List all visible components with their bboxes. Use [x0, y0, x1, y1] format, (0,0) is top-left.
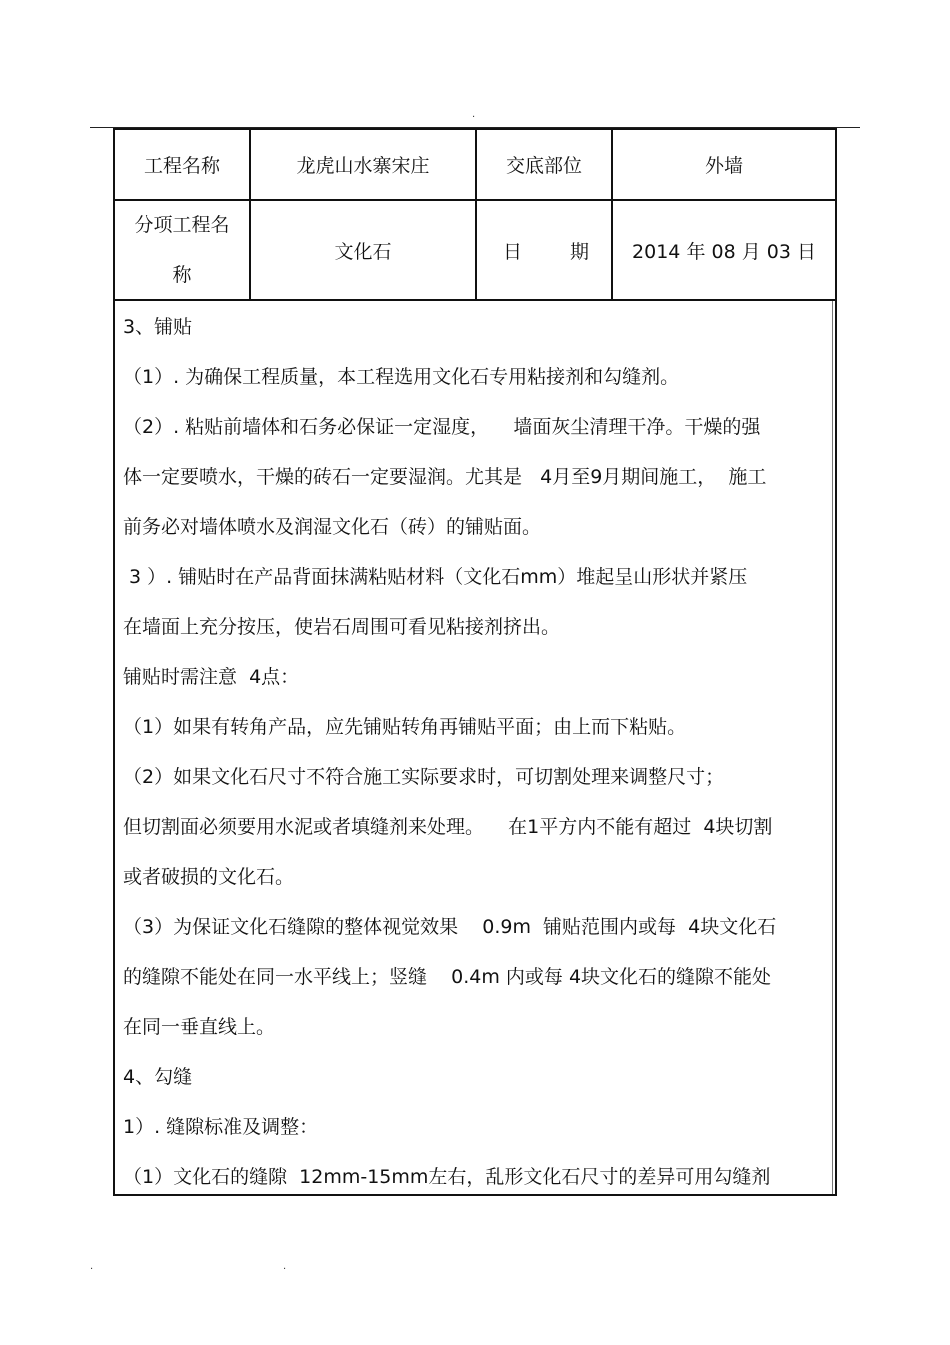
content-line: 或者破损的文化石。 [123, 866, 295, 888]
content-line: 3、铺贴 [123, 316, 193, 338]
content-line: （2）如果文化石尺寸不符合施工实际要求时，可切割处理来调整尺寸； [123, 766, 725, 788]
content-line: 在同一垂直线上。 [123, 1016, 276, 1038]
content-line: 在墙面上充分按压，使岩石周围可看见粘接剂挤出。 [123, 616, 561, 638]
handover-table [113, 128, 837, 1196]
handover-part-label: 交底部位 [505, 155, 582, 177]
content-line: （1）如果有转角产品，应先铺贴转角再铺贴平面；由上而下粘贴。 [123, 716, 687, 738]
date-value: 2014 年 08 月 03 日 [632, 240, 816, 263]
footer-dot: . [283, 1261, 287, 1272]
header-dot: . [472, 109, 476, 120]
footer-dot: . [90, 1261, 94, 1272]
content-line: 铺贴时需注意 4点： [123, 666, 300, 688]
content-line: （3）为保证文化石缝隙的整体视觉效果 0.9m 铺贴范围内或每 4块文化石 [123, 916, 777, 938]
date-label-left: 日 [503, 240, 523, 263]
sub-project-value: 文化石 [334, 240, 392, 263]
content-line: 的缝隙不能处在同一水平线上；竖缝 0.4m 内或每 4块文化石的缝隙不能处 [123, 966, 772, 988]
handover-part-value: 外墙 [704, 155, 743, 177]
project-name-label: 工程名称 [143, 155, 220, 177]
content-line: （1）. 为确保工程质量，本工程选用文化石专用粘接剂和勾缝剂。 [123, 366, 680, 388]
sub-project-label-line2: 称 [172, 264, 192, 286]
date-label-right: 期 [569, 240, 589, 263]
content-body [123, 302, 835, 1202]
content-line: 体一定要喷水，干燥的砖石一定要湿润。尤其是 4月至9月期间施工， 施工 [123, 466, 767, 488]
project-name-value: 龙虎山水寨宋庄 [296, 155, 430, 177]
content-line: （1）文化石的缝隙 12mm-15mm左右，乱形文化石尺寸的差异可用勾缝剂 [123, 1166, 771, 1188]
sub-project-label [115, 201, 249, 299]
content-line: 1）. 缝隙标准及调整： [123, 1116, 319, 1138]
content-line: 前务必对墙体喷水及润湿文化石（砖）的铺贴面。 [123, 516, 542, 538]
content-line: 3 ）. 铺贴时在产品背面抹满粘贴材料（文化石mm）堆起呈山形状并紧压 [123, 566, 748, 588]
content-line: 但切割面必须要用水泥或者填缝剂来处理。 在1平方内不能有超过 4块切割 [123, 816, 773, 838]
content-line: 4、勾缝 [123, 1066, 193, 1088]
sub-project-label-line1: 分项工程名 [134, 214, 230, 236]
date-label [477, 201, 611, 299]
content-line: （2）. 粘贴前墙体和石务必保证一定湿度， 墙面灰尘清理干净。干燥的强 [123, 416, 761, 438]
